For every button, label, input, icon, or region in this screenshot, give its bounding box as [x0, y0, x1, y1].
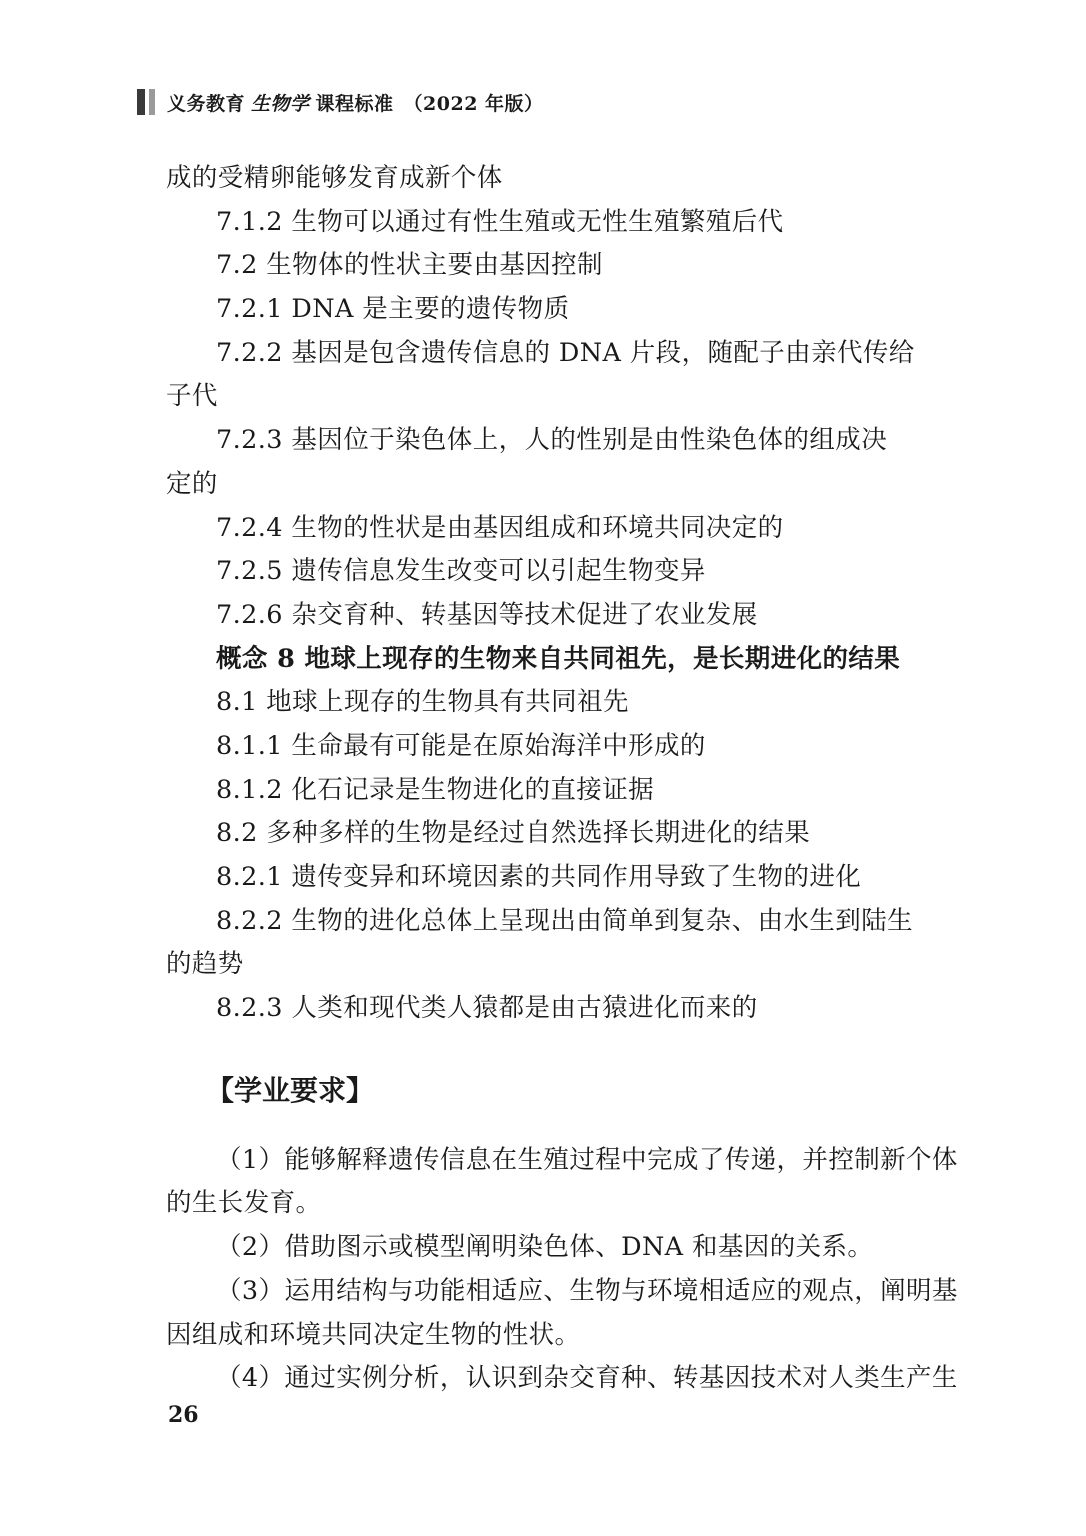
text-line: 的趋势	[166, 949, 244, 980]
requirement-line: 因组成和环境共同决定生物的性状。	[166, 1319, 581, 1350]
text-line: 8.2 多种多样的生物是经过自然选择长期进化的结果	[216, 818, 811, 849]
text-line: 8.1.2 化石记录是生物进化的直接证据	[216, 774, 654, 805]
section-title: 【学业要求】	[206, 1073, 375, 1107]
text-line: 8.2.1 遗传变异和环境因素的共同作用导致了生物的进化	[216, 862, 862, 892]
header-title-3: 课程标准	[315, 92, 394, 115]
text-line: 8.1 地球上现存的生物具有共同祖先	[216, 687, 629, 718]
text-line: 概念 8 地球上现存的生物来自共同祖先，是长期进化的结果	[216, 643, 901, 674]
requirement-line: （4）通过实例分析，认识到杂交育种、转基因技术对人类生产生	[216, 1363, 958, 1394]
text-line: 成的受精卵能够发育成新个体	[166, 163, 503, 193]
page-number: 26	[168, 1402, 199, 1428]
header-title-2: 生物学	[251, 92, 310, 115]
text-line: 定的	[166, 468, 218, 499]
text-line: 7.2.3 基因位于染色体上，人的性别是由性染色体的组成决	[216, 425, 888, 456]
page-body	[166, 157, 958, 1401]
header-title-1: 义务教育	[167, 92, 246, 115]
running-header	[137, 84, 544, 120]
requirements-list	[166, 1139, 958, 1401]
text-line: 7.2.5 遗传信息发生改变可以引起生物变异	[216, 556, 706, 587]
requirement-line: （2）借助图示或模型阐明染色体、DNA 和基因的关系。	[216, 1232, 874, 1263]
header-bars-icon	[137, 89, 155, 115]
text-line: 7.2.4 生物的性状是由基因组成和环境共同决定的	[216, 512, 784, 543]
requirement-line: （3）运用结构与功能相适应、生物与环境相适应的观点，阐明基	[216, 1275, 958, 1306]
requirement-line: （1）能够解释遗传信息在生殖过程中完成了传递，并控制新个体	[216, 1144, 958, 1175]
text-line: 7.2.2 基因是包含遗传信息的 DNA 片段，随配子由亲代传给	[216, 337, 915, 368]
text-line: 7.2.1 DNA 是主要的遗传物质	[216, 294, 570, 325]
requirement-line: 的生长发育。	[166, 1188, 322, 1219]
header-edition: （2022 年版）	[403, 92, 544, 115]
content-lines	[166, 157, 922, 1031]
text-line: 7.2.6 杂交育种、转基因等技术促进了农业发展	[216, 599, 758, 630]
text-line: 7.2 生物体的性状主要由基因控制	[216, 250, 603, 281]
text-line: 8.2.2 生物的进化总体上呈现出由简单到复杂、由水生到陆生	[216, 905, 913, 936]
text-line: 8.1.1 生命最有可能是在原始海洋中形成的	[216, 730, 706, 761]
text-line: 7.1.2 生物可以通过有性生殖或无性生殖繁殖后代	[216, 206, 784, 237]
text-line: 子代	[166, 381, 218, 412]
text-line: 8.2.3 人类和现代类人猿都是由古猿进化而来的	[216, 993, 758, 1024]
